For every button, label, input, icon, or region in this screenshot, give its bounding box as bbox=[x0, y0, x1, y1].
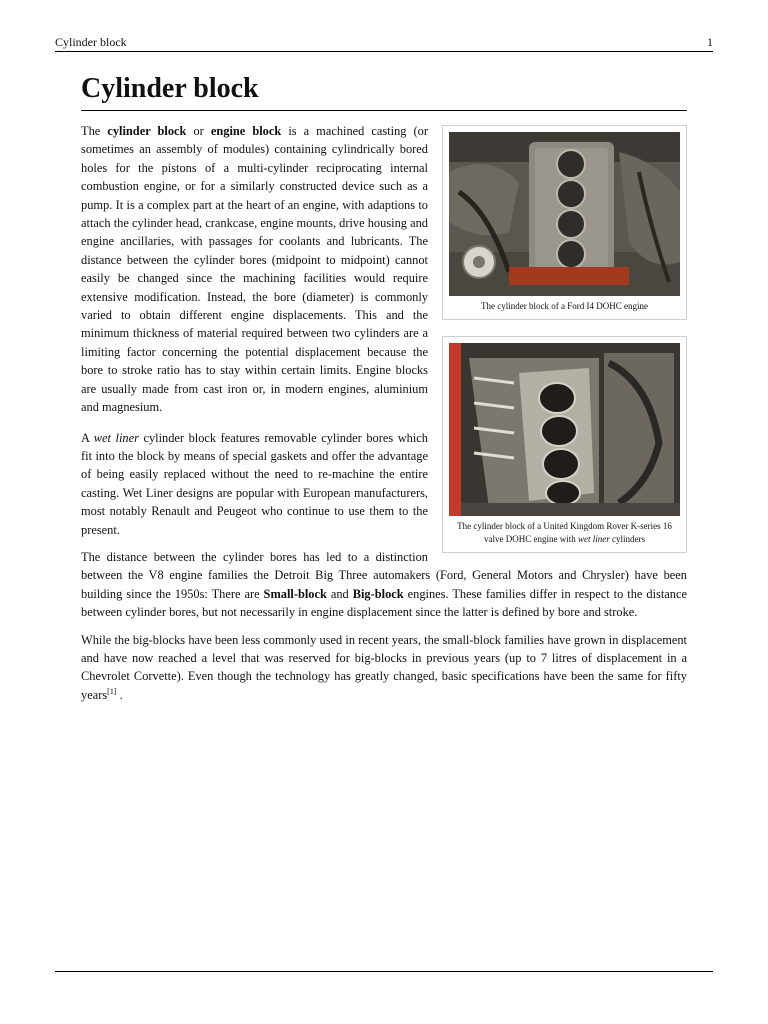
caption-italic: wet liner bbox=[577, 534, 610, 544]
running-header bbox=[55, 35, 713, 52]
article-title: Cylinder block bbox=[81, 70, 687, 111]
figure-rover-engine bbox=[442, 336, 687, 553]
text-run: engines. These families differ in respect to the distance between cylinder bores, but not necessarily in engine displacement since the latter is defined by bore and stroke. bbox=[81, 586, 687, 620]
caption-text: The cylinder block of a United Kingdom Rover K-series 16 valve DOHC engine with bbox=[457, 521, 672, 544]
page-number: 1 bbox=[707, 35, 713, 49]
ford-engine-photo bbox=[449, 132, 680, 296]
text-run: and bbox=[326, 586, 353, 601]
footer-rule bbox=[55, 971, 713, 972]
text-run: . bbox=[116, 687, 123, 702]
text-run: The bbox=[81, 124, 108, 138]
rover-engine-photo bbox=[449, 343, 680, 516]
reference-link[interactable]: [1] bbox=[107, 686, 117, 696]
figure-ford-engine bbox=[442, 125, 687, 320]
paragraph-small-big-block bbox=[81, 548, 687, 622]
text-run: or bbox=[186, 124, 211, 138]
figure-caption bbox=[443, 516, 686, 546]
running-title: Cylinder block bbox=[55, 35, 127, 49]
caption-text: cylinders bbox=[609, 534, 645, 544]
figure-caption: The cylinder block of a Ford I4 DOHC engine bbox=[481, 301, 648, 311]
text-run: is a machined casting (or sometimes an assembly of modules) containing cylindrically bored holes for the pistons of a multi-cylinder reciprocating internal combustion engine, or for a similarly constructed device such as a pump. It is a complex part at the heart of an engine, with adaptions to attach the cylinder head, crankcase, engine mounts, drive housing and engine ancillaries, with passages for coolants and lubricants. The distance between the cylinder bores (midpoint to midpoint) cannot easily be changed since the machining facilities would require extensive modification. Instead, the bore (diameter) is commonly varied to obtain different engine displacements. This and the minimum thickness of material required between two cylinders are a limiting factor concerning the potential displacement because the bore to stroke ratio has to stay within certain limits. Engine blocks are usually made from cast iron or, in modern engines, aluminium and magnesium. bbox=[81, 124, 428, 415]
text-run: The distance between the cylinder bores has led to a distinction between the V8 engine families the Detroit Big Three automakers (Ford, General Motors and Chrysler) have been building since the 1950s: There are bbox=[81, 549, 687, 601]
bold-term: engine block bbox=[210, 124, 282, 138]
bold-term: Small-block bbox=[263, 586, 327, 601]
paragraph-history bbox=[81, 631, 687, 705]
bold-term: Big-block bbox=[352, 586, 404, 601]
italic-term: wet liner bbox=[93, 430, 139, 445]
text-run: cylinder block features removable cylinder bores which fit into the block by means of special gaskets and offer the advantage of being easily replaced without the need to re-machine the entire casting. Wet Liner designs are popular with European manufacturers, most notably Renault and Peugeot who continue to use them to the present. bbox=[81, 430, 428, 537]
article-body bbox=[81, 122, 687, 713]
text-run: A bbox=[81, 430, 94, 445]
text-run: While the big-blocks have been less commonly used in recent years, the small-block families have grown in displacement and have now reached a level that was reserved for big-blocks in previous years (up to 7 litres of displacement in a Chevrolet Corvette). Even though the technology has greatly changed, basic specifications have been the same for fifty years bbox=[81, 632, 687, 702]
bold-term: cylinder block bbox=[107, 124, 187, 138]
